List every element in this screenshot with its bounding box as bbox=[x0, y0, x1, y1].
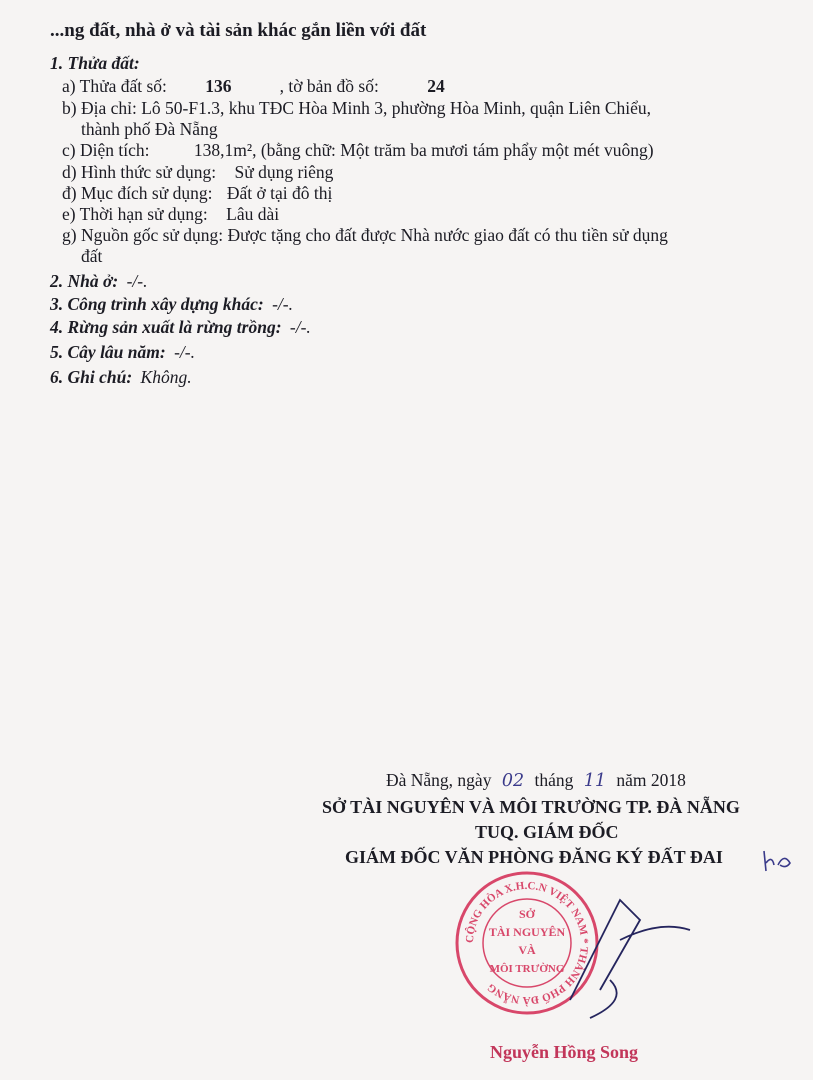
stamp-ring-text: CỘNG HÒA X.H.C.N VIỆT NAM * THÀNH PHỐ ĐÀ NẴNG bbox=[463, 879, 591, 1007]
stamp-center-line-2: TÀI NGUYÊN bbox=[488, 925, 566, 939]
signer-title: GIÁM ĐỐC VĂN PHÒNG ĐĂNG KÝ ĐẤT ĐAI bbox=[345, 847, 723, 867]
map-sheet-label: , tờ bản đồ số: bbox=[279, 76, 379, 96]
usage-form-row bbox=[62, 161, 333, 183]
stamp-center-line-1: SỞ bbox=[518, 907, 536, 921]
section-5-row bbox=[50, 341, 195, 363]
stamp-center-line-3: VÀ bbox=[518, 943, 536, 957]
place-date bbox=[386, 770, 686, 791]
stamp-center-line-4: MÔI TRƯỜNG bbox=[489, 963, 565, 975]
section-4-value: -/-. bbox=[289, 317, 311, 337]
section-6-row bbox=[50, 366, 192, 388]
usage-form-value: Sử dụng riêng bbox=[234, 162, 334, 182]
origin-line-2: đất bbox=[81, 246, 103, 266]
date-day: 02 bbox=[501, 771, 525, 791]
section-4-row bbox=[50, 316, 311, 338]
area-label: c) Diện tích: bbox=[62, 140, 150, 160]
signer-name: Nguyễn Hồng Song bbox=[490, 1042, 639, 1062]
usage-form-label: d) Hình thức sử dụng: bbox=[62, 162, 217, 182]
map-sheet-value: 24 bbox=[427, 76, 445, 96]
usage-term-row bbox=[62, 203, 279, 225]
area-row bbox=[62, 139, 654, 161]
section-6-value: Không. bbox=[140, 367, 192, 387]
section-6-title: 6. Ghi chú: bbox=[50, 367, 133, 387]
parcel-number-label: a) Thửa đất số: bbox=[62, 76, 167, 96]
origin-line-1: g) Nguồn gốc sử dụng: Được tặng cho đất được Nhà nước giao đất có thu tiền sử dụng bbox=[62, 225, 668, 245]
address-line-1: b) Địa chỉ: Lô 50-F1.3, khu TĐC Hòa Minh 3, phường Hòa Minh, quận Liên Chiểu, bbox=[62, 98, 652, 118]
parcel-number-value: 136 bbox=[205, 76, 232, 96]
usage-purpose-label: đ) Mục đích sử dụng: bbox=[62, 183, 213, 203]
usage-term-label: e) Thời hạn sử dụng: bbox=[62, 204, 208, 224]
usage-term-value: Lâu dài bbox=[226, 204, 280, 224]
section-2-value: -/-. bbox=[126, 271, 148, 291]
section-5-value: -/-. bbox=[174, 342, 195, 362]
place-date-prefix: Đà Nẵng, ngày bbox=[386, 770, 492, 790]
parcel-number-row bbox=[62, 75, 445, 97]
handwritten-signature bbox=[560, 880, 700, 1020]
address-line-2: thành phố Đà Nẵng bbox=[81, 119, 218, 139]
usage-purpose-row bbox=[62, 182, 332, 204]
section-3-row bbox=[50, 293, 293, 315]
date-month: 11 bbox=[583, 771, 607, 791]
section-2-title: 2. Nhà ở: bbox=[50, 271, 119, 291]
section-5-title: 5. Cây lâu năm: bbox=[50, 342, 166, 362]
page-heading: ...ng đất, nhà ở và tài sản khác gắn liền với đất bbox=[50, 20, 427, 41]
section-1-title: 1. Thửa đất: bbox=[50, 53, 140, 73]
initials-mark bbox=[760, 845, 800, 875]
usage-purpose-value: Đất ở tại đô thị bbox=[226, 183, 333, 203]
section-4-title: 4. Rừng sản xuất là rừng trồng: bbox=[50, 317, 282, 337]
authorization-line: TUQ. GIÁM ĐỐC bbox=[475, 822, 619, 842]
section-3-title: 3. Công trình xây dựng khác: bbox=[50, 294, 264, 314]
year-label: năm 2018 bbox=[616, 770, 686, 790]
area-value: 138,1m², (bằng chữ: Một trăm ba mươi tám phẩy một mét vuông) bbox=[193, 140, 654, 160]
issuing-organization: SỞ TÀI NGUYÊN VÀ MÔI TRƯỜNG TP. ĐÀ NẴNG bbox=[322, 797, 740, 817]
section-3-value: -/-. bbox=[272, 294, 293, 314]
month-label: tháng bbox=[534, 770, 574, 790]
section-2-row bbox=[50, 270, 148, 292]
